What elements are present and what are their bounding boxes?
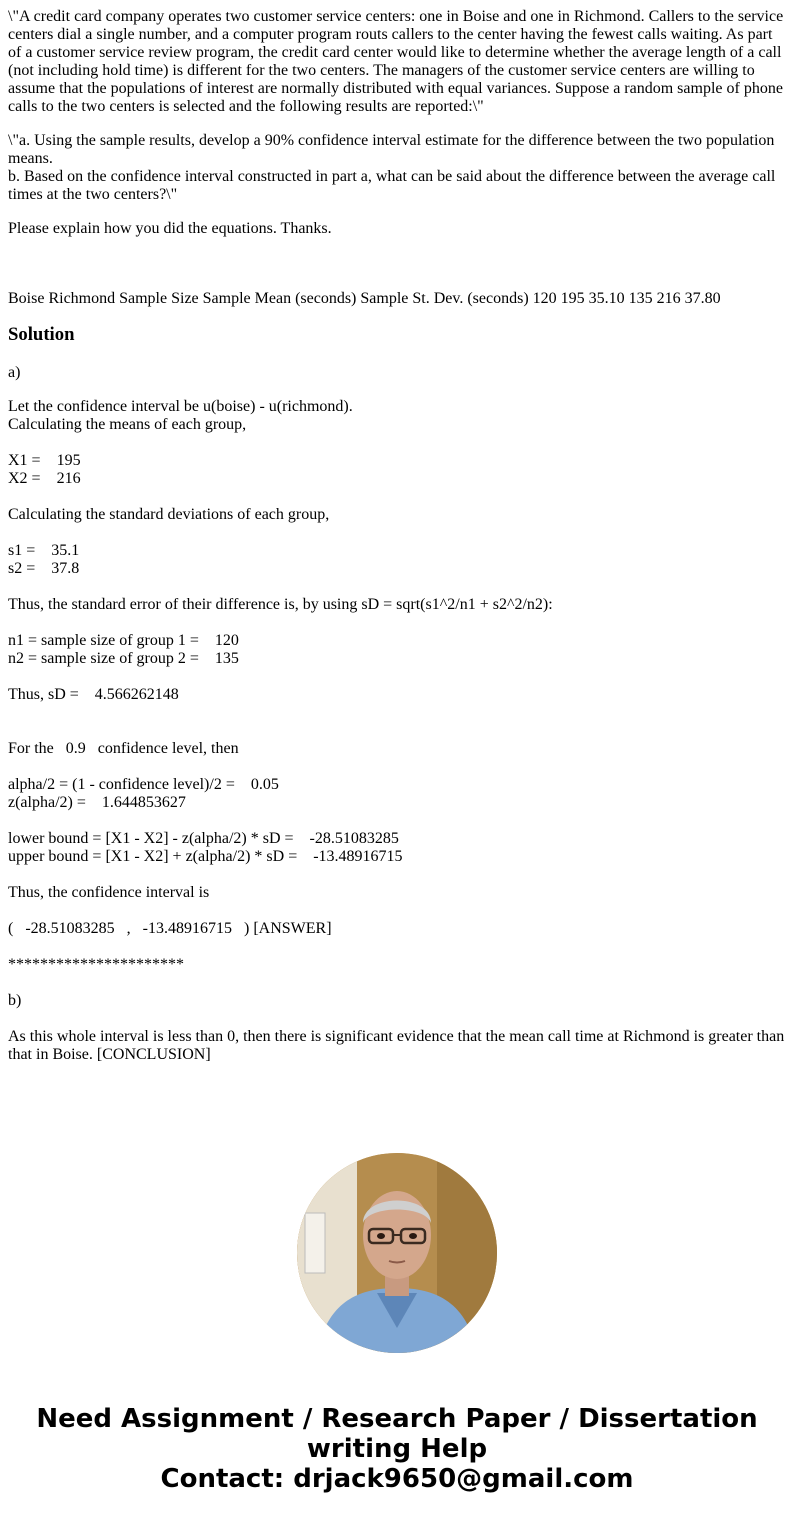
question-intro: \"A credit card company operates two customer service centers: one in Boise and one in Richmond. Callers to the service centers dial a single number, and a computer program routs callers to the center having the fewest calls waiting. As part of a customer service review program, the credit card center would like to determine whether the average length of a call (not including hold time) is different for the two centers. The managers of the customer service centers are willing to assume that the populations of interest are normally distributed with equal variances. Suppose a random sample of phone calls to the two centers is selected and the following results are reported:\" [8,8,784,115]
solution-body [8,398,786,1064]
document-body [8,8,786,1080]
solution-line: Calculating the means of each group, [8,416,247,433]
upper-bound: upper bound = [X1 - X2] + z(alpha/2) * sD = -13.48916715 [8,848,403,865]
confidence-level: For the 0.9 confidence level, then [8,740,239,757]
question-part-b: b. Based on the confidence interval constructed in part a, what can be said about the difference between the average call times at the two centers?\" [8,168,776,203]
sd-s1: s1 = 35.1 [8,542,80,559]
solution-line: Let the confidence interval be u(boise) - u(richmond). [8,398,353,415]
footer-line-2: writing Help [306,1434,488,1464]
confidence-interval-answer: ( -28.51083285 , -13.48916715 ) [ANSWER] [8,920,332,937]
question-request: Please explain how you did the equations. Thanks. [8,220,332,237]
standard-error: Thus, sD = 4.566262148 [8,686,179,703]
sample-size-n2: n2 = sample size of group 2 = 135 [8,650,239,667]
author-avatar [297,1153,497,1353]
alpha-half: alpha/2 = (1 - confidence level)/2 = 0.05 [8,776,279,793]
question-section [8,8,786,308]
question-part-a: \"a. Using the sample results, develop a 90% confidence interval estimate for the difference between the two population means. [8,132,775,167]
lower-bound: lower bound = [X1 - X2] - z(alpha/2) * sD = -28.51083285 [8,830,399,847]
solution-line: Thus, the confidence interval is [8,884,210,901]
sd-s2: s2 = 37.8 [8,560,80,577]
mean-x1: X1 = 195 [8,452,81,469]
z-value: z(alpha/2) = 1.644853627 [8,794,186,811]
solution-line: Thus, the standard error of their difference is, by using sD = sqrt(s1^2/n1 + s2^2/n2): [8,596,553,613]
solution-part-b-label: b) [8,992,22,1009]
separator-stars: ********************** [8,956,184,973]
conclusion-text: As this whole interval is less than 0, then there is significant evidence that the mean call time at Richmond is greater than that in Boise. [CONCLUSION] [8,1028,785,1063]
footer-contact: Contact: drjack9650@gmail.com [160,1464,634,1494]
question-data-line: Boise Richmond Sample Size Sample Mean (seconds) Sample St. Dev. (seconds) 120 195 35.10 135 216 37.80 [8,290,721,307]
solution-part-a-label: a) [8,364,21,381]
solution-heading: Solution [8,324,75,345]
solution-line: Calculating the standard deviations of each group, [8,506,330,523]
question-parts [8,132,786,204]
footer-line-1: Need Assignment / Research Paper / Dissertation [36,1404,758,1434]
sample-size-n1: n1 = sample size of group 1 = 120 [8,632,239,649]
contact-footer [0,1404,794,1494]
mean-x2: X2 = 216 [8,470,81,487]
